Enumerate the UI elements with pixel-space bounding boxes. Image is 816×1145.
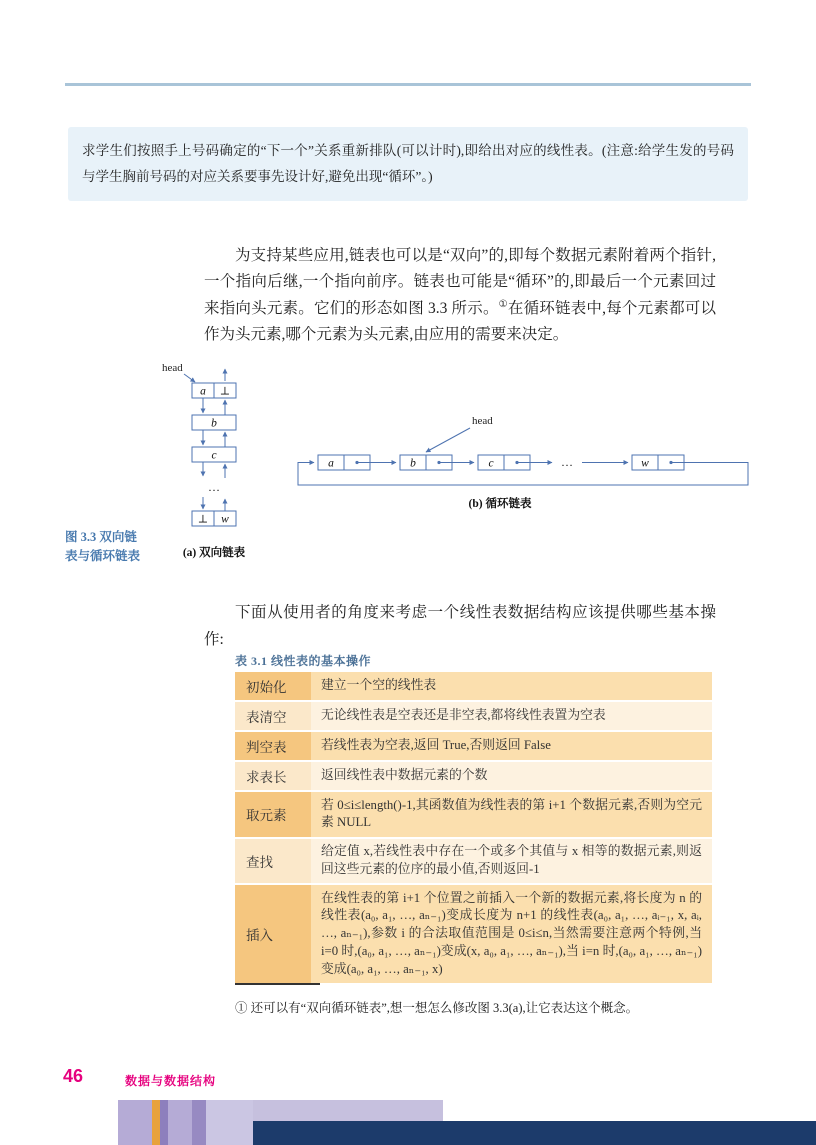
band-stripe-mid-purple [192, 1100, 206, 1145]
head-label-a: head [162, 362, 183, 374]
operation-name: 查找 [235, 839, 311, 884]
head-label-b: head [472, 415, 493, 427]
operation-description: 返回线性表中数据元素的个数 [311, 762, 712, 790]
table-row [235, 672, 712, 700]
callout-text: 求学生们按照手上号码确定的“下一个”关系重新排队(可以计时),即给出对应的线性表。(注意:给学生发的号码与学生胸前号码的对应关系要事先设计好,避免出现“循环”。) [82, 143, 734, 184]
operation-name: 表清空 [235, 702, 311, 730]
footnote [235, 997, 715, 1019]
circular-linked-list-diagram [298, 415, 748, 510]
footnote-text: 还可以有“双向循环链表”,想一想怎么修改图 3.3(a),让它表达这个概念。 [250, 1001, 639, 1015]
table-row [235, 839, 712, 884]
operation-name: 初始化 [235, 672, 311, 700]
node-w-value: w [221, 513, 229, 526]
figure-3-3 [140, 355, 780, 570]
band-stripe-lavender [118, 1100, 152, 1145]
cnode-b-value: b [410, 457, 416, 470]
band-navy-bar [253, 1121, 816, 1145]
operations-table [235, 672, 712, 985]
node-c-value: c [211, 449, 217, 462]
table-caption: 表 3.1 线性表的基本操作 [235, 654, 372, 668]
operation-description: 若线性表为空表,返回 True,否则返回 False [311, 732, 712, 760]
table-row [235, 762, 712, 790]
footnote-reference-mark: ① [498, 298, 508, 310]
node-a-value: a [200, 385, 206, 398]
figure-3-3-svg [140, 355, 780, 570]
head-arrow-b [426, 428, 470, 452]
cnode-c-value: c [488, 457, 494, 470]
caption-a: (a) 双向链表 [182, 547, 246, 559]
callout-note [68, 127, 748, 201]
table-row [235, 702, 712, 730]
book-title: 数据与数据结构 [125, 1074, 217, 1088]
node-b-value: b [211, 417, 217, 430]
head-arrow-a [184, 374, 195, 382]
band-stripe-orange [152, 1100, 160, 1145]
figure-side-caption: 图 3.3 双向链表与循环链表 [65, 530, 141, 563]
top-divider-rule [65, 83, 751, 86]
operation-name: 求表长 [235, 762, 311, 790]
operation-description: 给定值 x,若线性表中存在一个或多个其值与 x 相等的数据元素,则返回这些元素的位序的最小值,否则返回-1 [311, 839, 712, 884]
doubly-linked-list-diagram [162, 362, 246, 559]
band-periwinkle-strip [253, 1100, 443, 1121]
cnode-w-value: w [641, 457, 649, 470]
operation-description: 建立一个空的线性表 [311, 672, 712, 700]
operation-description: 若 0≤i≤length()-1,其函数值为线性表的第 i+1 个数据元素,否则为空元素 NULL [311, 792, 712, 837]
band-right-section [253, 1100, 816, 1145]
band-stripe-lavender-2 [168, 1100, 192, 1145]
band-stripe-periwinkle [206, 1100, 253, 1145]
node-w-null: ⊥ [197, 513, 209, 526]
cnode-a-value: a [328, 457, 334, 470]
bottom-decorative-band [0, 1100, 816, 1145]
operation-name: 判空表 [235, 732, 311, 760]
operation-description: 无论线性表是空表还是非空表,都将线性表置为空表 [311, 702, 712, 730]
page-number: 46 [63, 1066, 84, 1086]
table-row [235, 732, 712, 760]
table-row [235, 792, 712, 837]
operation-name: 插入 [235, 885, 311, 983]
caption-b: (b) 循环链表 [468, 498, 532, 510]
body-paragraph-linked-lists [204, 243, 716, 349]
operation-description: 在线性表的第 i+1 个位置之前插入一个新的数据元素,将长度为 n 的线性表(a₀, a₁, …, aₙ₋₁)变成长度为 n+1 的线性表(a₀, a₁, …, aᵢ₋₁, x, aᵢ, …, aₙ₋₁),参数 i 的合法取值范围是 0≤i≤n,当然需要注意两个特例,当 i=0 时,(a₀, a₁, …, aₙ₋₁)变成(x, a₀, a₁, …, aₙ₋₁),当 i=n 时,(a₀, a₁, …, aₙ₋₁)变成(a₀, a₁, …, aₙ₋₁, x) [311, 885, 712, 983]
node-a-null: ⊥ [219, 385, 231, 398]
para1-text-before: 为支持某些应用,链表也可以是“双向”的,即每个数据元素附着两个指针,一个指向后继,一个指向前序。链表也可能是“循环”的,即最后一个元素回过来指向头元素。它们的形态如图 3.3 所示。 [204, 246, 716, 317]
footnote-marker: ① [235, 1001, 248, 1015]
ellipsis-b: … [561, 455, 573, 469]
circular-return-link [298, 463, 748, 486]
table-row [235, 885, 712, 983]
para1-text-after: 在循环链表中,每个元素都可以作为头元素,哪个元素为头元素,由应用的需要来决定。 [204, 299, 716, 343]
ellipsis-a: … [208, 480, 220, 494]
body-paragraph-operations-intro: 下面从使用者的角度来考虑一个线性表数据结构应该提供哪些基本操作: [204, 603, 716, 648]
band-spacer [0, 1100, 118, 1145]
footnote-divider [235, 983, 320, 985]
band-stripe-purple [160, 1100, 168, 1145]
operation-name: 取元素 [235, 792, 311, 837]
